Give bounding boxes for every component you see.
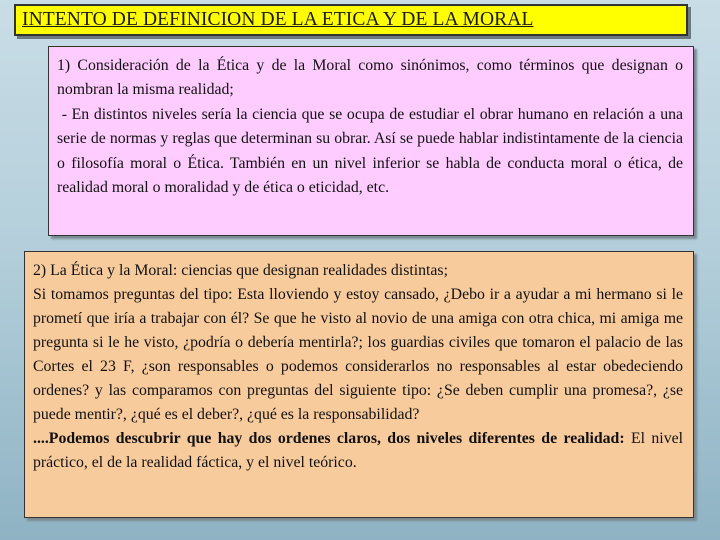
section1-heading: 1) Consideración de la Ética y de la Moral como sinónimos, como términos que designan o nombran la misma realidad; <box>57 57 683 99</box>
definition-box-2 <box>24 251 694 518</box>
section2-body-text: Si tomamos preguntas del tipo: Esta lloviendo y estoy cansado, ¿Debo ir a ayudar a mi hermano si le prometí que iría a trabajar con él? Se que he visto al novio de una amiga con otra chica, mi amiga me pregunta si le he visto, ¿podría o debería mentirla?; los guardias civiles que tomaron el palacio de las Cortes el 23 F, ¿son responsables o podemos considerarlos no responsables al estar obedeciendo ordenes? y las comparamos con preguntas del siguiente tipo: ¿Se deben cumplir una promesa?, ¿se puede mentir?, ¿qué es el deber?, ¿qué es la responsabilidad? <box>33 286 683 423</box>
section2-conclusion-bold: ....Podemos descubrir que hay dos ordenes claros, dos niveles diferentes de realidad: <box>33 430 625 447</box>
title-banner <box>14 4 688 36</box>
page-title: INTENTO DE DEFINICION DE LA ETICA Y DE LA MORAL <box>22 9 534 30</box>
section2-body <box>33 283 683 475</box>
section2-conclusion-rest: El nivel práctico, el de la realidad fáctica, y el nivel teórico. <box>33 430 683 471</box>
definition-box-1 <box>48 46 694 236</box>
section1-body: - En distintos niveles sería la ciencia que se ocupa de estudiar el obrar humano en relación a una serie de normas y reglas que determinan su obrar. Así se puede hablar indistintamente de la ciencia o filosofía moral o Ética. También en un nivel inferior se habla de conducta moral o ética, de realidad moral o moralidad y de ética o eticidad, etc. <box>57 105 687 197</box>
section2-heading: 2) La Ética y la Moral: ciencias que designan realidades distintas; <box>33 262 448 279</box>
